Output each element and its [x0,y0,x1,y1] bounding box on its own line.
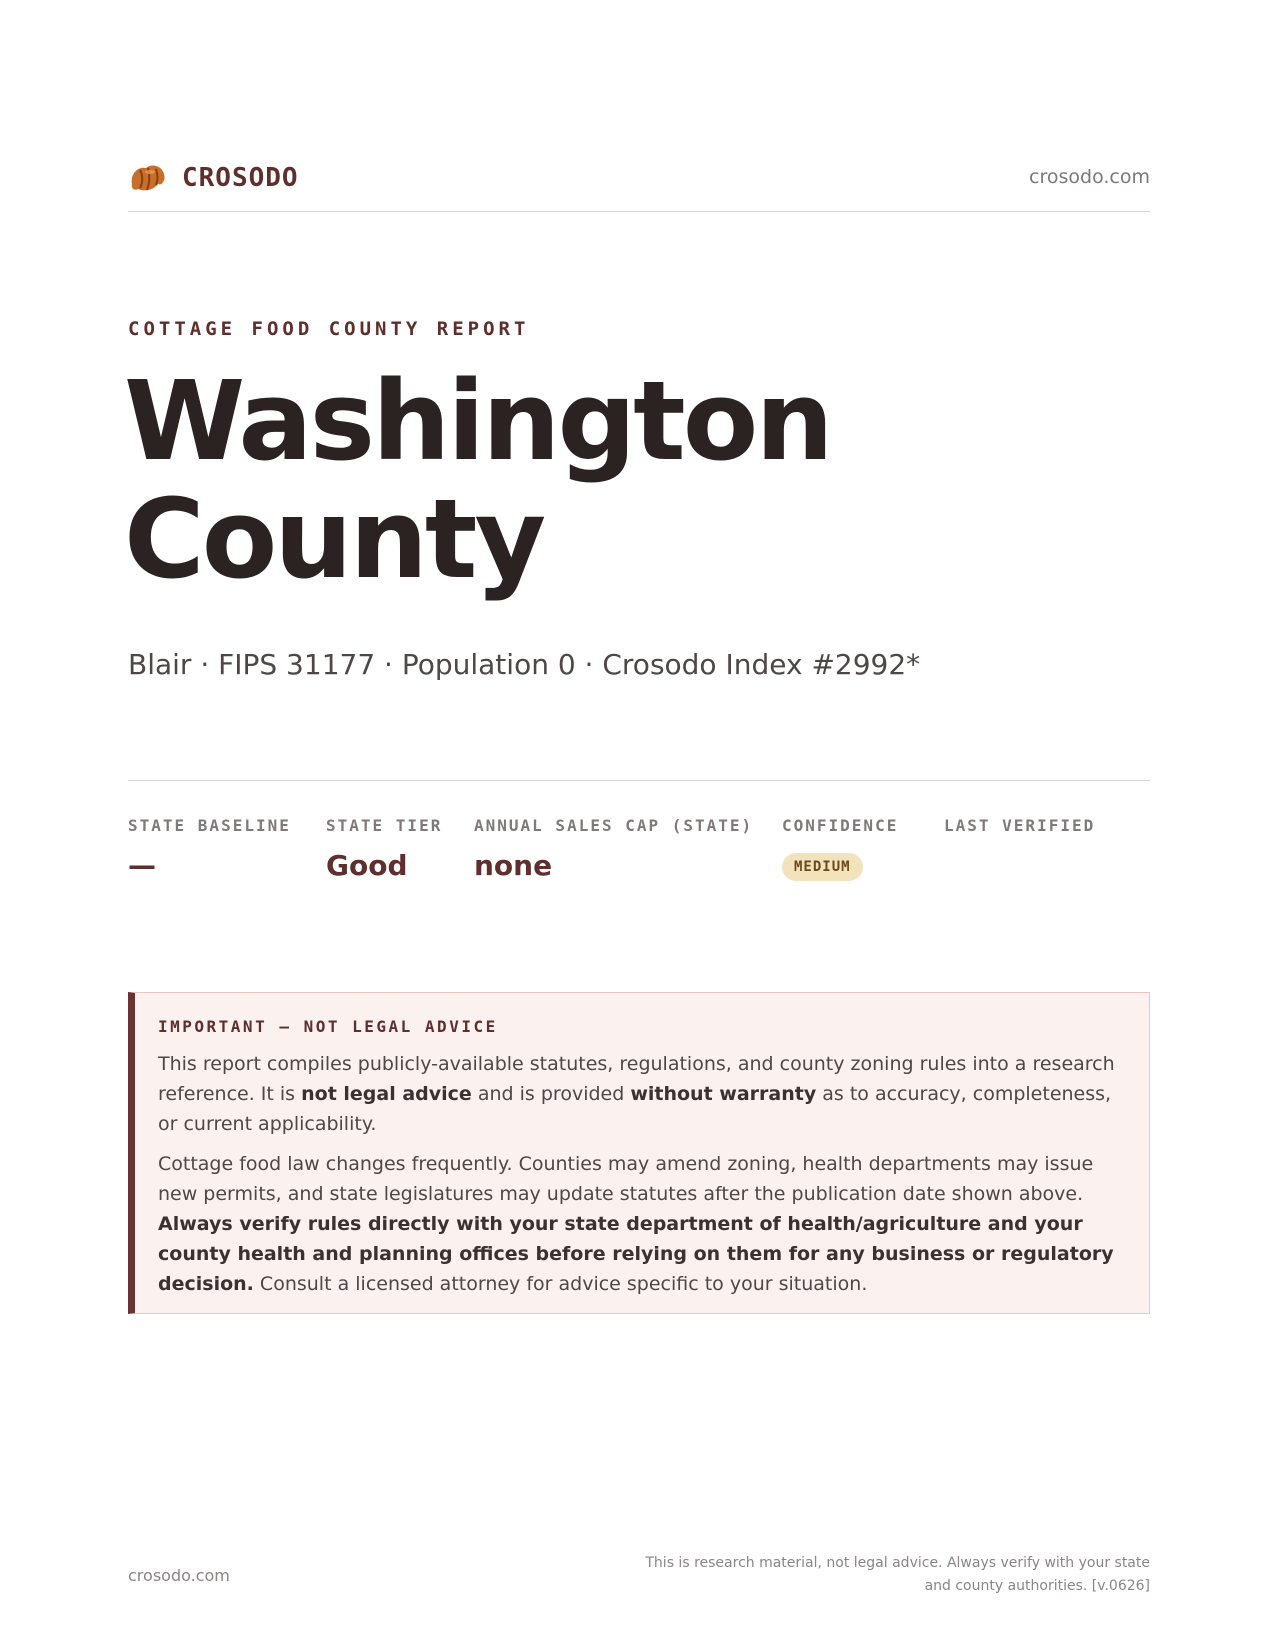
brand-name: CROSODO [182,163,299,193]
notice-title: IMPORTANT — NOT LEGAL ADVICE [158,1017,498,1036]
stat-last-verified [944,816,1095,849]
notice-paragraph [158,1049,1128,1139]
stat-value: — [128,849,156,882]
notice-bold-text: Always verify rules directly with your state department of health/agriculture and your county health and planning offices before relying on them for any business or regulatory decision. [158,1213,1114,1295]
brand[interactable] [128,160,299,196]
notice-text: Consult a licensed attorney for advice specific to your situation. [253,1273,868,1295]
divider [128,780,1150,781]
stat-label: STATE TIER [326,816,443,835]
croissant-icon [128,160,168,196]
notice-text: as to accuracy, completeness, or current applicability. [158,1083,1112,1135]
notice-bold-text: without warranty [630,1083,817,1105]
stat-label: ANNUAL SALES CAP (STATE) [474,816,754,835]
stat-confidence [782,816,898,881]
stat-label: CONFIDENCE [782,816,899,835]
stat-state-tier [326,816,442,882]
stat-value: none [474,849,553,882]
notice-bold-text: not legal advice [301,1083,472,1105]
footer-disclaimer [610,1552,1150,1598]
page-title [124,357,831,603]
stat-value: Good [326,849,408,882]
stat-annual-sales-cap [474,816,753,882]
confidence-badge: MEDIUM [782,853,863,881]
page-header [128,158,1150,212]
title-line-1: Washington [124,357,831,485]
legal-notice [128,992,1150,1314]
notice-text: Cottage food law changes frequently. Counties may amend zoning, health departments may issue new permits, and state legislatures may update statutes after the publication date shown above. [158,1153,1094,1205]
report-eyebrow: COTTAGE FOOD COUNTY REPORT [128,318,530,340]
notice-text: and is provided [471,1083,631,1105]
stat-label: LAST VERIFIED [944,816,1096,835]
footer-site-url[interactable]: crosodo.com [128,1566,230,1585]
footer-disclaimer-line: This is research material, not legal advice. Always verify with your state [645,1555,1150,1571]
stat-state-baseline [128,816,291,882]
stat-label: STATE BASELINE [128,816,291,835]
footer-disclaimer-line: and county authorities. [v.0626] [924,1578,1150,1594]
report-subtitle: Blair · FIPS 31177 · Population 0 · Crosodo Index #2992* [128,648,921,681]
notice-body [158,1049,1128,1309]
site-url-link[interactable]: crosodo.com [1029,166,1150,188]
notice-paragraph [158,1149,1128,1299]
title-line-2: County [124,475,544,603]
notice-text: This report compiles publicly-available statutes, regulations, and county zoning rules into a research reference. It is [158,1053,1115,1105]
